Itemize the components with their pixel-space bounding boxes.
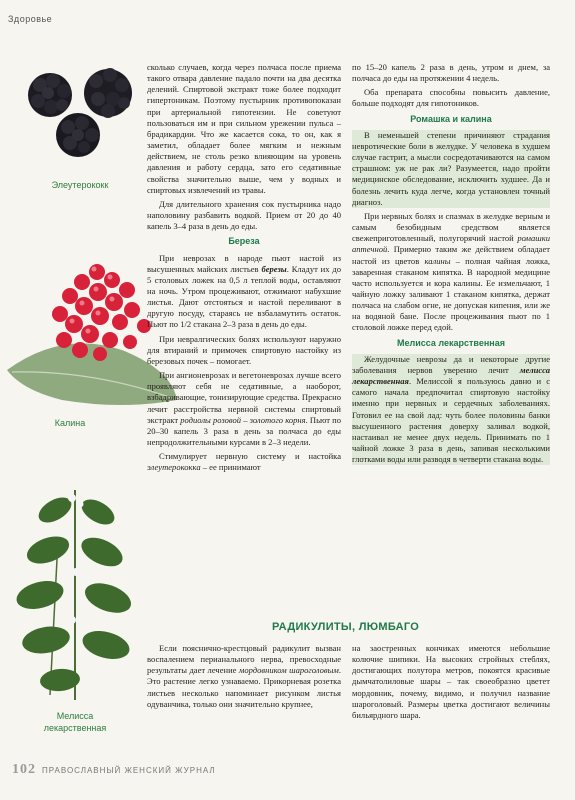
melissa-illustration [10, 480, 140, 705]
page-number: 102 [12, 762, 36, 777]
emphasis: ромашки аптечной [352, 233, 550, 255]
subheading-bereza: Береза [228, 236, 260, 247]
text-run: При ангионеврозах и вегетоневрозах лучше всего проявляют себя не седативные, а наоборот, взбадривающие, тонизирующие средства. Прекрасно лечит расстройства нервной системы спиртовый экстракт [147, 370, 341, 425]
eleuterococcus-berry-cluster-right [84, 68, 132, 118]
paragraph: Оба препарата способны повысить давление, больше подходят для гипотоников. [352, 87, 550, 109]
text-run: – полная чайная ложка, заваренная стаканом кипятка. В народной медицине часто используется и кора калины. Ее измельчают, 1 чайную ложку заливают 1 стаканом кипятка, держат полчаса на слабом огне, не допуская кипения, или же на водяной бане. После процеживания пьют по 1 столовой ложке перед едой. [352, 255, 550, 333]
text-run: . Пьют по 20–30 капель 3 раза в день за полчаса до еды непродолжительными курсами в 2–3 недели. [147, 414, 341, 447]
article-column-right [352, 62, 550, 468]
paragraph [147, 643, 341, 710]
paragraph: сколько случаев, когда через полчаса после приема такого отвара давление падало почти на два десятка делений. Спиртовой экстракт тоже более подходит гипертоникам. Поэтому пустырник противопоказан при артериальной гипотензии. Не советуют пользоваться им и при сильном урежении пульса – брадикардии. Что же касается сока, то он, как я заметил, обладает более мягким и нежным действием, не столь резко влияющим на уровень давления и работу сердца, зато его седативные свойства значительно выше, чем у водных и спиртовых извлечений из травы. [147, 62, 341, 195]
text-run: . Это растение легко узнаваемо. Прикорневая розетка листьев несколько напоминает рисунком листья одуванчика, только они значительно крупнее, [147, 665, 341, 709]
emphasis: элеутерококка [147, 462, 201, 473]
text-run: Стимулирует нервную систему и настойка [159, 451, 341, 462]
paragraph [147, 370, 341, 448]
bottom-column-left [147, 643, 341, 710]
bottom-column-right [352, 643, 550, 721]
caption-melissa-line1: Мелисса [56, 711, 94, 721]
text-run: При неврозах в народе пьют настой из высушенных майских листьев [147, 252, 341, 274]
paragraph: В неменьшей степени причиняют страдания невротические боли в желудке. У человека в худшем случае гастрит, а мысли сосредотачиваются на самом страшном: уж не рак ли? Разумеется, надо пройти медицинское обследование, исключить худшее. Да и болезнь лечить куда легче, когда установлен точный диагноз. [352, 129, 550, 207]
page-footer [12, 762, 216, 778]
article-column-left [147, 62, 341, 476]
main-heading: РАДИКУЛИТЫ, ЛЮМБАГО [272, 621, 420, 633]
section-label: Здоровье [8, 14, 53, 24]
magazine-name: ПРАВОСЛАВНЫЙ ЖЕНСКИЙ ЖУРНАЛ [42, 766, 216, 775]
text-run: – ее принимают [200, 462, 261, 473]
paragraph [147, 451, 341, 473]
emphasis: калины [424, 255, 451, 266]
text-run: . Кладут их до 5 столовых ложек на 0,5 л теплой воды, оставляют на ночь. Утром процеживают, отжимают набухшие листья. Дают отстояться и настой переливают в другую посуду, стараясь не взбаламутить остаток. Пьют по 1/2 стакана 2–3 раза в день до еды. [147, 263, 341, 330]
caption-melissa-line2: лекарственная [43, 723, 107, 733]
subheading-romashka: Ромашка и калина [410, 113, 492, 124]
emphasis: березы [261, 263, 287, 274]
caption-eleuterococcus: Элеутерококк [51, 180, 109, 190]
paragraph: по 15–20 капель 2 раза в день, утром и днем, за полчаса до еды на протяжении 4 недель. [352, 62, 550, 84]
eleuterococcus-berry-cluster-left [28, 73, 72, 117]
emphasis: мелисса лекарственная [352, 364, 550, 387]
eleuterococcus-illustration [18, 55, 146, 173]
text-run: . Мелиссой я пользуюсь давно и с самого начала предпочитал спиртовую настойку именно при нервных и сердечных заболеваниях. Готовил ее на свой лад: чуть более половины банки высушенного растения доверху заливал водкой, настаивал не менее двух недель. Принимать по 1 чайной ложке 3 раза в день, запивая несколькими глотками воды или разводя в четверти стакана воды. [352, 376, 550, 465]
text-run: . Примерно таким же действием обладает настой из цветов [352, 244, 550, 266]
paragraph: на заостренных кончиках имеются небольшие колючие шипики. На высоких стройных стеблях, достигающих полутора метров, покоятся красивые дымчатолиловые шары – так своеобразно цветет мордовник, почему, видимо, и получил название шароголовый. Размеры цветка достигают величины бильярдного шара. [352, 643, 550, 720]
subheading-melissa: Мелисса лекарственная [397, 337, 505, 348]
caption-melissa [30, 710, 120, 734]
eleuterococcus-berry-cluster-bottom [56, 113, 100, 157]
text-run: При нервных болях и спазмах в желудке верным и самым безобидным средством является свежеприготовленный, полугорячий настой [352, 210, 550, 244]
caption-kalina: Калина [54, 418, 86, 428]
paragraph [147, 253, 341, 331]
emphasis: родиолы розовой – золотого корня [180, 414, 306, 425]
paragraph [352, 354, 550, 466]
paragraph: Для длительного хранения сок пустырника надо наполовину разбавить водкой. Прием от 20 до 40 капель 3–4 раза в день до еды. [147, 198, 341, 232]
emphasis: мордовником шароголовым [238, 665, 339, 676]
paragraph [352, 211, 550, 334]
text-run: Если пояснично-крестцовый радикулит вызван воспалением перианального нерва, превосходные результаты дает лечение [147, 643, 341, 676]
paragraph: При невралгических болях используют наружно для втираний и примочек спиртовую настойку из березовых почек – помогает. [147, 333, 341, 366]
text-run: Желудочные неврозы да и некоторые другие заболевания нервов уверенно лечит [352, 353, 550, 375]
